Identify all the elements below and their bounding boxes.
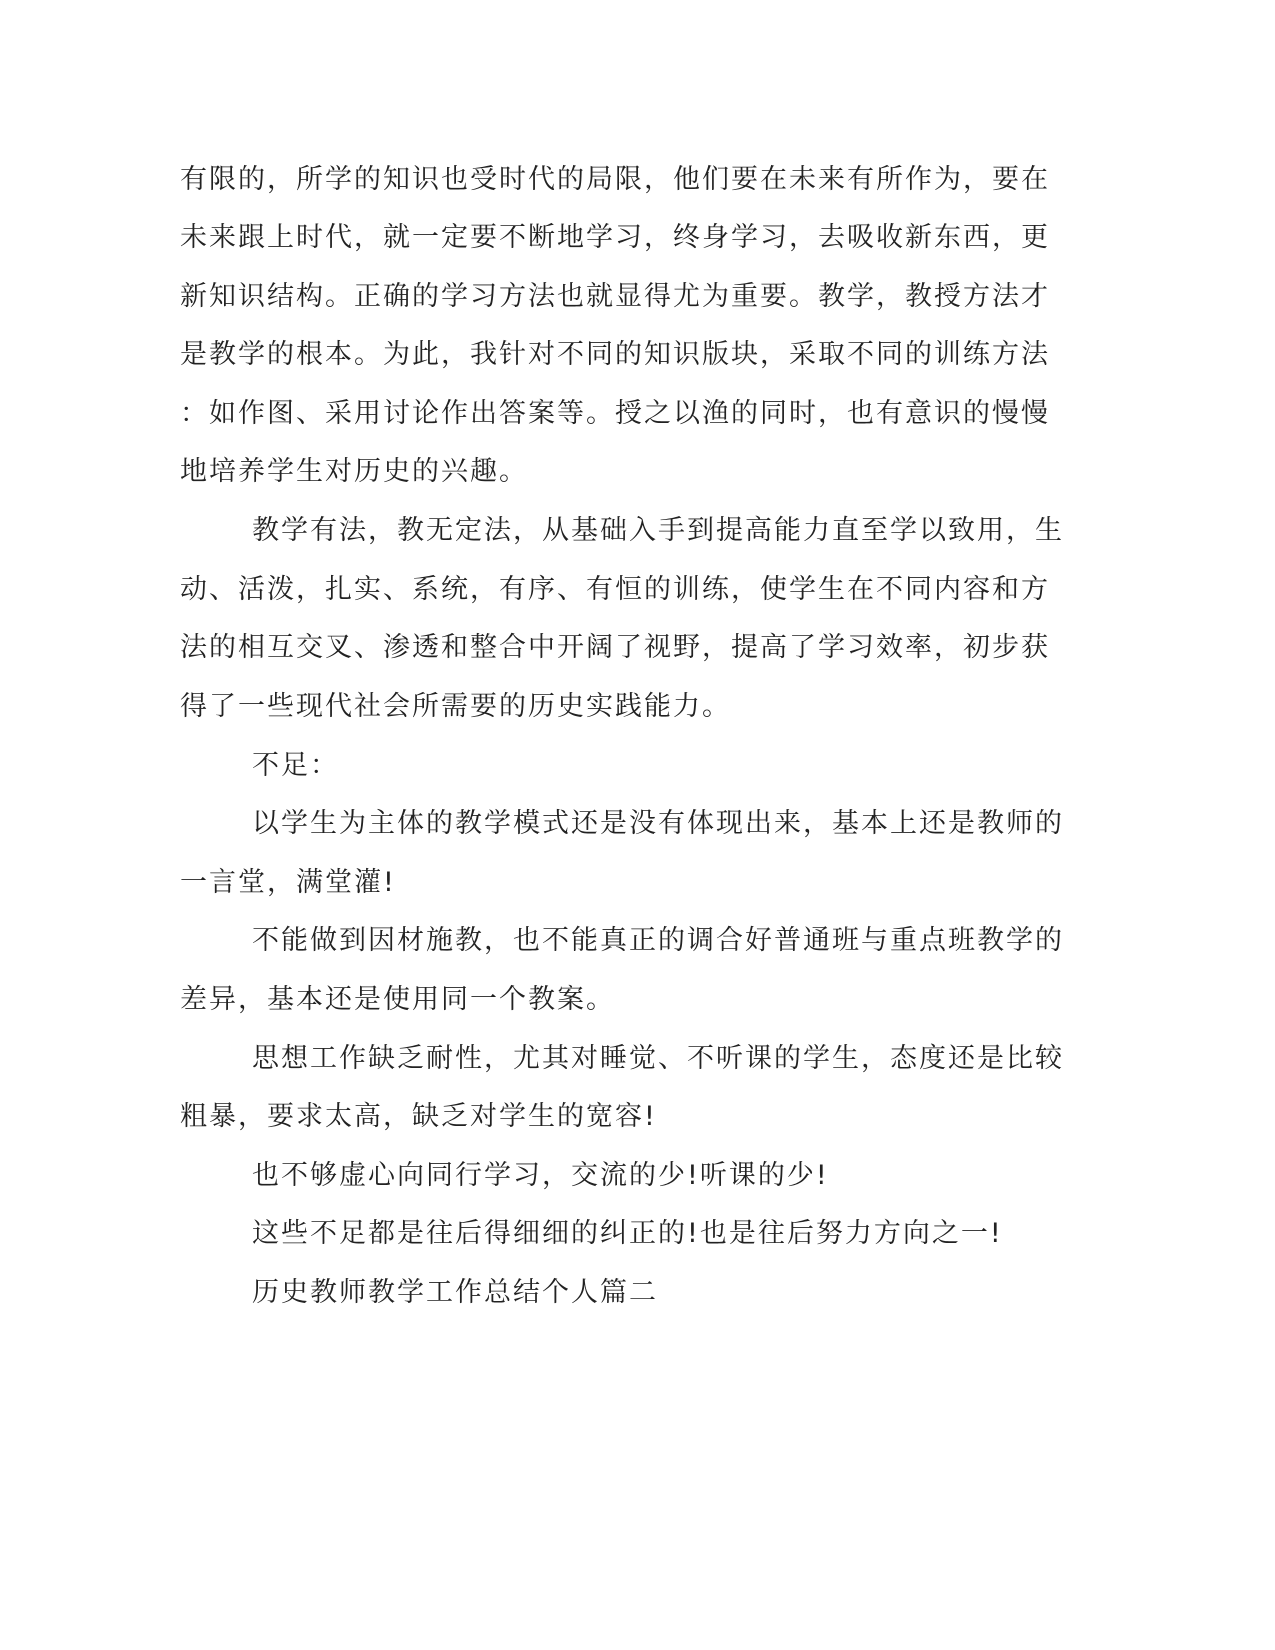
paragraph-first-line: 教学有法，教无定法，从基础入手到提高能力直至学以致用，生 bbox=[252, 515, 1064, 546]
text-line: 动、活泼，扎实、系统，有序、有恒的训练，使学生在不同内容和方 bbox=[180, 574, 1050, 605]
paragraph-first-line: 思想工作缺乏耐性，尤其对睡觉、不听课的学生，态度还是比较 bbox=[252, 1043, 1064, 1074]
section-label: 不足： bbox=[252, 750, 339, 781]
text-line: 新知识结构。正确的学习方法也就显得尤为重要。教学，教授方法才 bbox=[180, 281, 1050, 312]
text-line: 法的相互交叉、渗透和整合中开阔了视野，提高了学习效率，初步获 bbox=[180, 632, 1050, 663]
text-line: 未来跟上时代，就一定要不断地学习，终身学习，去吸收新东西，更 bbox=[180, 222, 1050, 253]
text-line: 地培养学生对历史的兴趣。 bbox=[180, 456, 528, 487]
text-line: 有限的，所学的知识也受时代的局限，他们要在未来有所作为，要在 bbox=[180, 164, 1050, 195]
paragraph-first-line: 也不够虚心向同行学习，交流的少!听课的少! bbox=[252, 1160, 829, 1191]
section-heading: 历史教师教学工作总结个人篇二 bbox=[252, 1277, 658, 1308]
text-line: 粗暴，要求太高，缺乏对学生的宽容! bbox=[180, 1101, 657, 1132]
text-line: ：如作图、采用讨论作出答案等。授之以渔的同时，也有意识的慢慢 bbox=[180, 398, 1050, 429]
text-line: 得了一些现代社会所需要的历史实践能力。 bbox=[180, 691, 731, 722]
text-line: 是教学的根本。为此，我针对不同的知识版块，采取不同的训练方法 bbox=[180, 339, 1050, 370]
paragraph-first-line: 不能做到因材施教，也不能真正的调合好普通班与重点班教学的 bbox=[252, 925, 1064, 956]
text-line: 差异，基本还是使用同一个教案。 bbox=[180, 984, 615, 1015]
text-line: 一言堂，满堂灌! bbox=[180, 867, 396, 898]
paragraph-first-line: 以学生为主体的教学模式还是没有体现出来，基本上还是教师的 bbox=[252, 808, 1064, 839]
paragraph-first-line: 这些不足都是往后得细细的纠正的!也是往后努力方向之一! bbox=[252, 1218, 1003, 1249]
